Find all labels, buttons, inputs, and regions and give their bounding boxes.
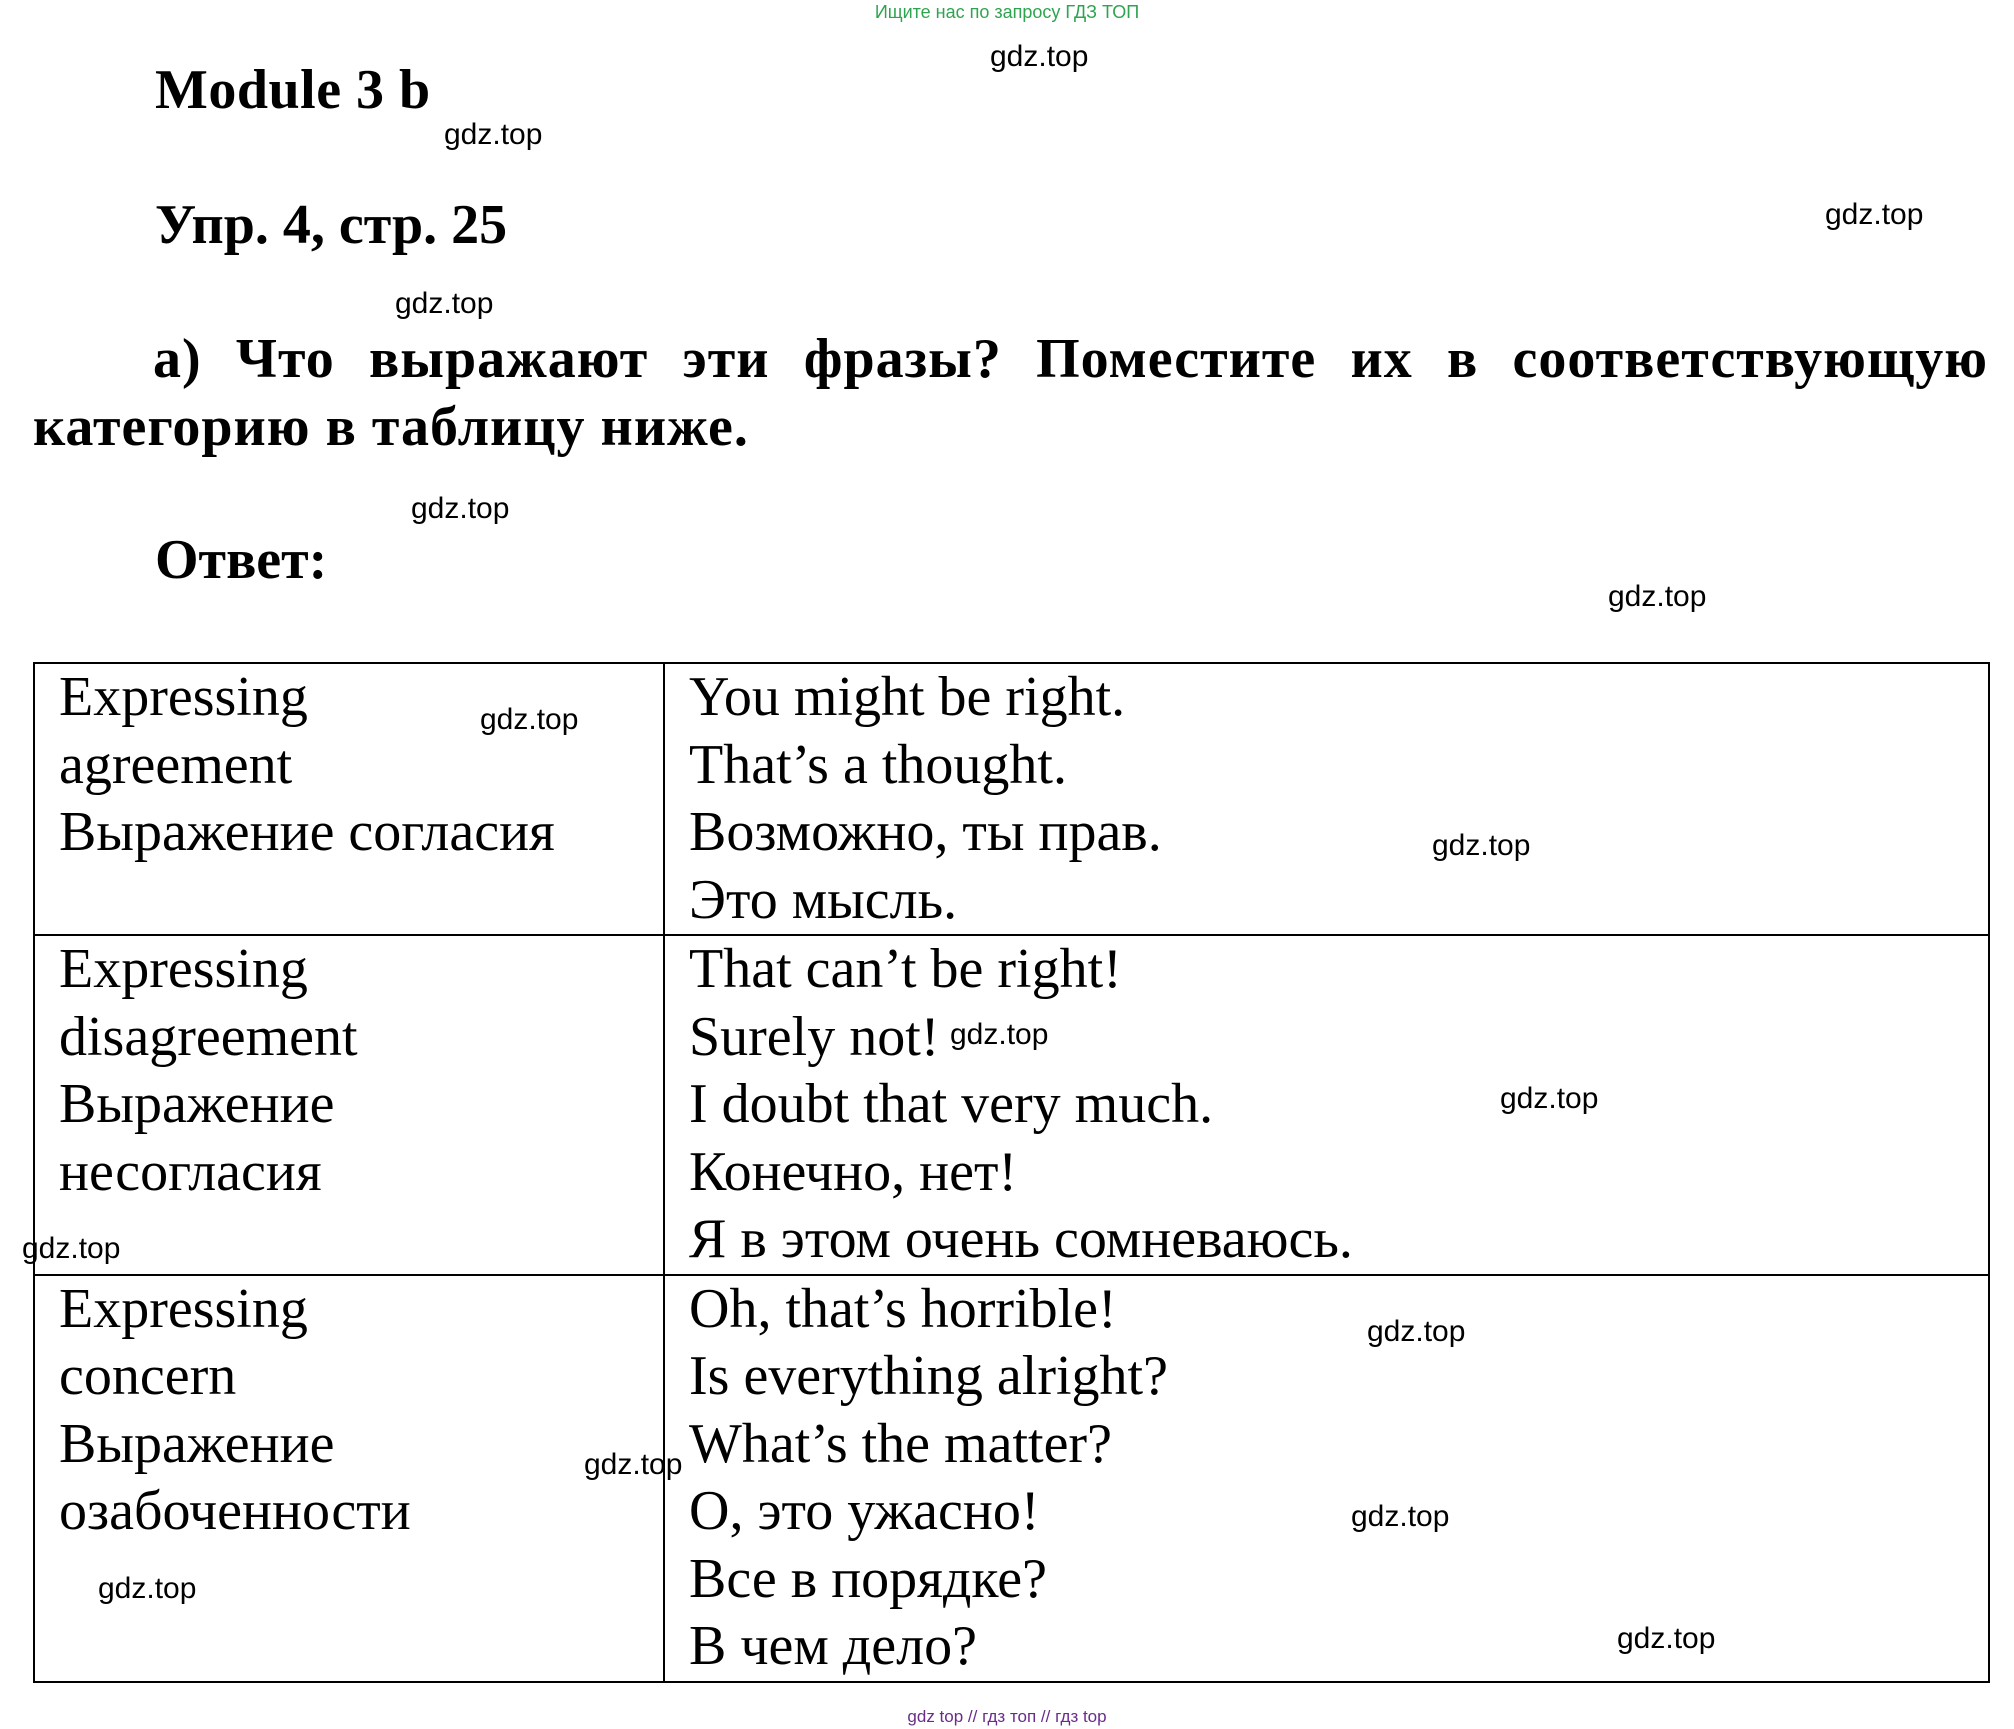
watermark: gdz.top (1351, 1500, 1450, 1533)
watermark: gdz.top (1367, 1315, 1466, 1348)
phrase: В чем дело? (689, 1615, 977, 1677)
category-line: Expressing (59, 1277, 308, 1340)
category-cell (34, 1275, 664, 1682)
phrase: Oh, that’s horrible! (689, 1277, 1117, 1340)
phrase: Конечно, нет! (689, 1140, 1018, 1203)
phrase: Это мысль. (689, 868, 958, 931)
category-line: несогласия (59, 1140, 322, 1203)
phrase: Возможно, ты прав. (689, 801, 1162, 863)
phrase: Все в порядке? (689, 1547, 1047, 1610)
watermark: gdz.top (990, 40, 1089, 73)
category-line: озабоченности (59, 1480, 411, 1542)
category-line: Выражение (59, 1073, 335, 1135)
phrase: That’s a thought. (689, 733, 1067, 796)
watermark: gdz.top (1608, 580, 1707, 613)
watermark: gdz.top (1825, 198, 1924, 231)
phrases-cell (664, 935, 1989, 1275)
watermark: gdz.top (444, 118, 543, 151)
phrase: Is everything alright? (689, 1345, 1168, 1407)
watermark: gdz.top (584, 1448, 683, 1481)
category-cell (34, 935, 664, 1275)
phrases-cell (664, 663, 1989, 935)
phrase: You might be right. (689, 666, 1126, 728)
phrase: Я в этом очень сомневаюсь. (689, 1208, 1353, 1270)
watermark: gdz.top (1617, 1622, 1716, 1655)
watermark: gdz.top (480, 703, 579, 736)
phrase: That can’t be right! (689, 938, 1122, 1000)
category-line: concern (59, 1345, 237, 1407)
phrase: What’s the matter? (689, 1412, 1112, 1475)
watermark: gdz.top (950, 1018, 1049, 1051)
exercise-reference: Упр. 4, стр. 25 (155, 194, 508, 256)
category-line: Выражение (59, 1412, 335, 1475)
top-banner[interactable]: Ищите нас по запросу ГДЗ ТОП (874, 2, 1140, 22)
category-line: agreement (59, 733, 293, 796)
phrase: О, это ужасно! (689, 1480, 1040, 1542)
category-line: Expressing (59, 666, 308, 728)
watermark: gdz.top (411, 492, 510, 525)
category-line: Expressing (59, 938, 308, 1000)
watermark: gdz.top (22, 1232, 121, 1265)
table-row (34, 935, 1989, 1275)
category-line: disagreement (59, 1005, 358, 1068)
footer-links[interactable]: gdz top // гдз топ // гдз top (907, 1707, 1107, 1726)
phrases-cell (664, 1275, 1989, 1682)
answer-table (33, 662, 1990, 1683)
category-line: Выражение согласия (59, 801, 555, 863)
phrase: Surely not! (689, 1005, 940, 1068)
table-row (34, 663, 1989, 935)
exercise-instruction: а) Что выражают эти фразы? Поместите их в соответствующую категорию в таблицу ниже. (33, 328, 1988, 458)
watermark: gdz.top (98, 1572, 197, 1605)
watermark: gdz.top (395, 287, 494, 320)
table-row (34, 1275, 1989, 1682)
watermark: gdz.top (1500, 1082, 1599, 1115)
answer-label: Ответ: (155, 529, 328, 591)
phrase: I doubt that very much. (689, 1073, 1214, 1135)
watermark: gdz.top (1432, 829, 1531, 862)
module-title: Module 3 b (155, 59, 431, 121)
